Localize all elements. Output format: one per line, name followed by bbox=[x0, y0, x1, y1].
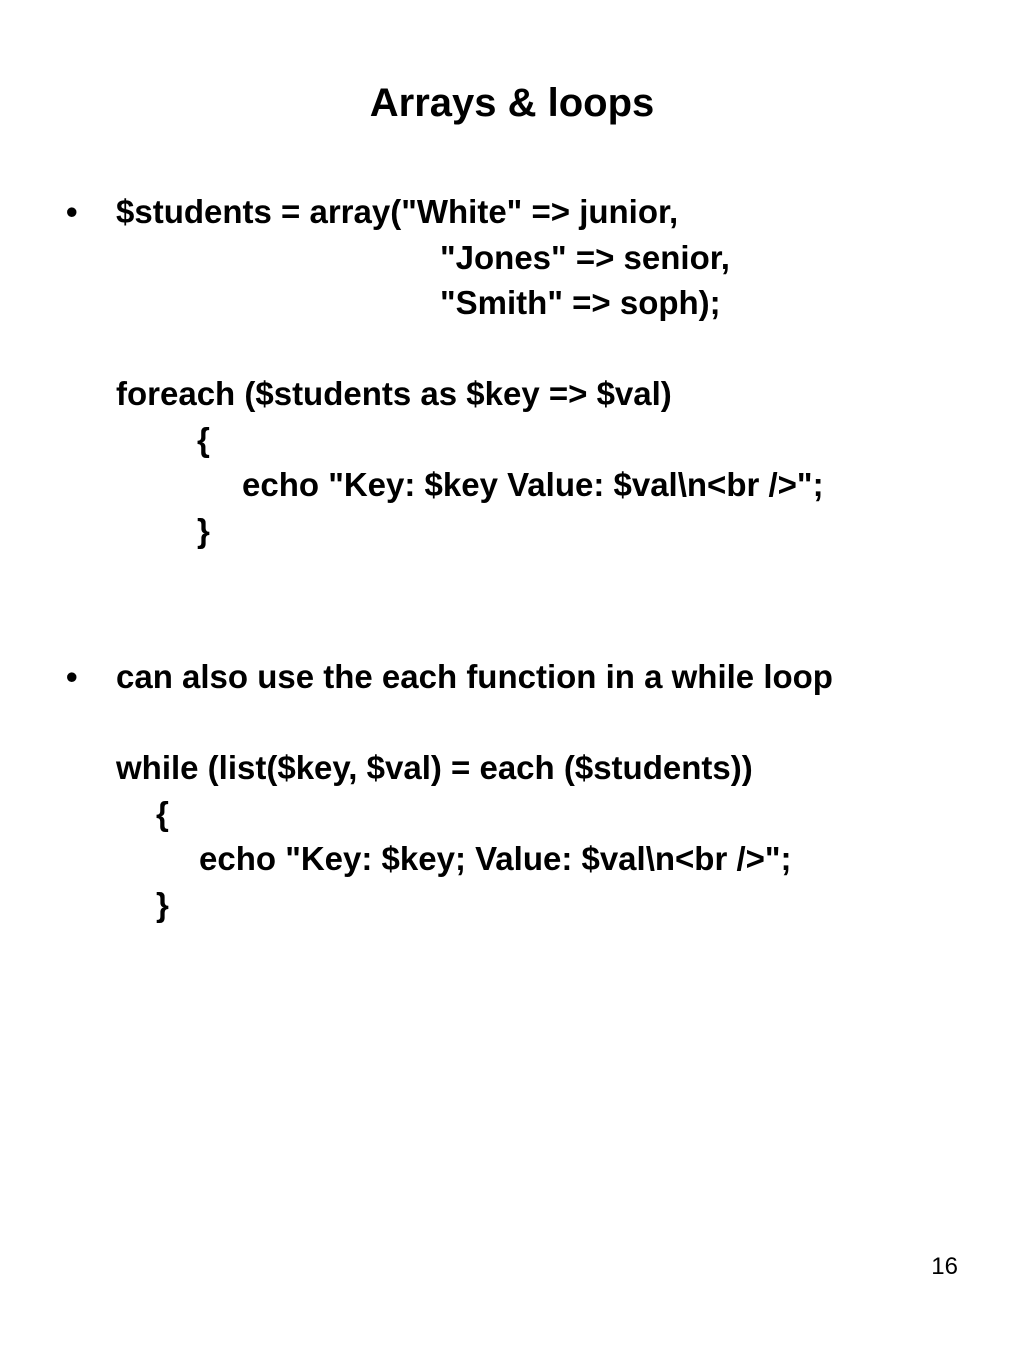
bullet-marker: • bbox=[66, 193, 78, 230]
code-line-array-smith: "Smith" => soph); bbox=[440, 284, 721, 321]
code-line-array-decl: $students = array("White" => junior, bbox=[116, 193, 679, 230]
code-line-while: while (list($key, $val) = each ($students)) bbox=[116, 749, 753, 786]
code-line-while-open-brace: { bbox=[156, 795, 169, 832]
bullet-text-each-function: can also use the each function in a while loop bbox=[116, 658, 833, 695]
code-line-foreach-echo: echo "Key: $key Value: $val\n<br />"; bbox=[242, 466, 824, 503]
code-line-foreach-open-brace: { bbox=[197, 421, 210, 458]
code-line-while-echo: echo "Key: $key; Value: $val\n<br />"; bbox=[199, 840, 792, 877]
bullet-marker: • bbox=[66, 658, 78, 695]
code-line-array-jones: "Jones" => senior, bbox=[440, 239, 730, 276]
slide-number: 16 bbox=[931, 1253, 958, 1280]
code-line-foreach-close-brace: } bbox=[197, 512, 210, 549]
slide-title: Arrays & loops bbox=[369, 81, 655, 125]
code-line-while-close-brace: } bbox=[156, 886, 169, 923]
code-line-foreach: foreach ($students as $key => $val) bbox=[116, 375, 672, 412]
